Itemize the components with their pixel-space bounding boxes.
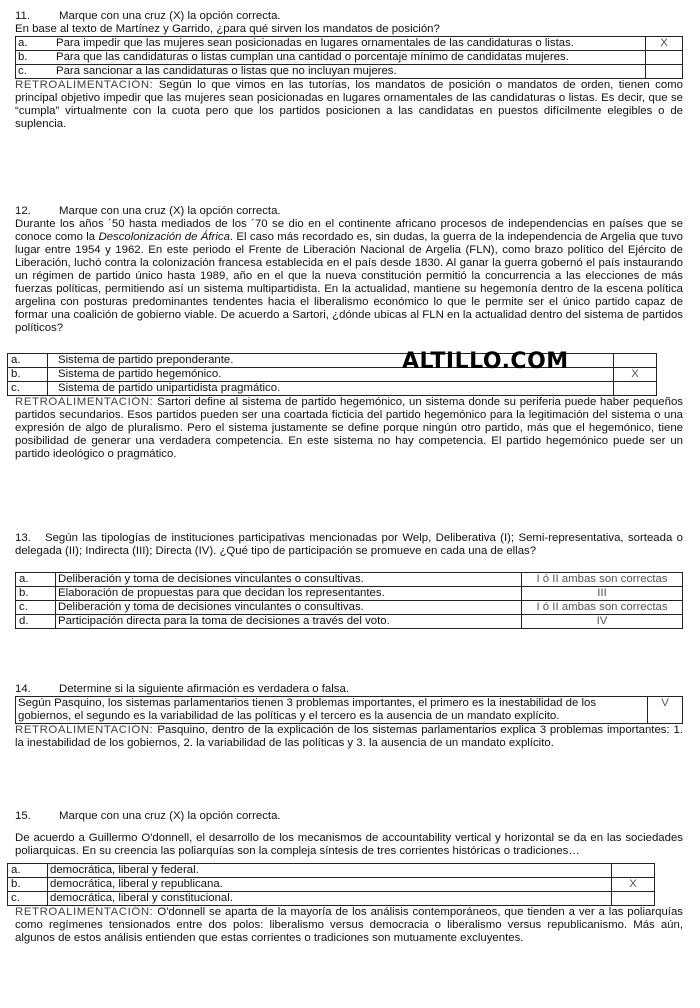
option-label: Sistema de partido unipartidista pragmático.: [48, 382, 614, 396]
option-letter: c.: [8, 892, 48, 906]
watermark-logo: ALTILLO.COM: [402, 349, 569, 374]
option-letter: c.: [16, 601, 56, 615]
option-letter: a.: [18, 37, 28, 49]
option-row-b: [16, 587, 683, 601]
question-number: 11.: [15, 10, 30, 22]
answer-mark[interactable]: X: [614, 368, 657, 382]
option-letter: b.: [18, 51, 28, 63]
prompt-italic: Descolonización de África: [98, 231, 230, 243]
question-11-feedback: [15, 79, 683, 131]
option-letter: a.: [8, 864, 48, 878]
answer-mark[interactable]: I ó II ambas son correctas: [522, 601, 683, 615]
option-row-c: [16, 601, 683, 615]
question-12: [11, 205, 684, 461]
question-15-feedback: [15, 906, 683, 945]
prompt-end: políticos?: [15, 322, 64, 334]
question-11-options: [15, 36, 683, 79]
option-letter: c.: [8, 382, 48, 396]
option-text: [16, 51, 646, 65]
statement-row: [16, 697, 683, 724]
option-label: Para sancionar a las candidaturas o listas que no incluyan mujeres.: [56, 65, 397, 77]
option-row-a: [16, 573, 683, 587]
option-label: Para impedir que las mujeres sean posicionadas en lugares ornamentales de las candidaturas o listas.: [56, 37, 574, 49]
question-number: 14.: [15, 683, 31, 695]
feedback-label: RETROALIMENTACIÓN:: [15, 396, 154, 408]
prompt-part: Durante los años ´50 hasta mediados de los ´70 se dio en el continente africano procesos de independencias en países que se conoce como la: [15, 218, 683, 243]
question-14: [15, 683, 683, 750]
option-letter: c.: [18, 65, 27, 77]
question-number: 13.: [15, 532, 31, 544]
option-row-a: [16, 37, 683, 51]
question-instruction: Marque con una cruz (X) la opción correcta.: [59, 10, 281, 22]
question-14-statement-box: [15, 696, 683, 724]
answer-mark[interactable]: [646, 65, 683, 79]
answer-mark[interactable]: [612, 892, 655, 906]
feedback-text: Según lo que vimos en las tutorías, los mandatos de posición o mandatos de orden, tienen como principal objetivo impedir que las mujeres sean posicionadas en lugares ornamentales de las candidaturas o listas. Es decir, que se “cumpla” virtualmente con la cuota pero que los partidos posicionen a las candidatas en puestos difícilmente elegibles o de suplencia.: [15, 79, 683, 130]
option-label: Sistema de partido preponderante.: [48, 354, 614, 368]
question-12-feedback: [15, 396, 683, 461]
question-11: [15, 10, 683, 131]
feedback-label: RETROALIMENTACIÓN:: [15, 724, 154, 736]
option-label: Participación directa para la toma de decisiones a través del voto.: [56, 615, 522, 629]
option-letter: d.: [16, 615, 56, 629]
question-instruction: Determine si la siguiente afirmación es verdadera o falsa.: [59, 683, 349, 695]
option-letter: b.: [8, 878, 48, 892]
question-instruction: Marque con una cruz (X) la opción correcta.: [59, 205, 281, 217]
option-row-b: [16, 51, 683, 65]
feedback-text: Pasquino, dentro de la explicación de los sistemas parlamentarios explica 3 problemas importantes: 1. la inestabilidad de los gobiernos, 2. la variabilidad de las políticas y 3. la ausencia de un mandato explícito.: [15, 724, 684, 749]
option-label: democrática, liberal y constitucional.: [48, 892, 612, 906]
question-13-options: [15, 572, 683, 629]
question-number: 15.: [15, 810, 31, 822]
option-label: Sistema de partido hegemónico.: [48, 368, 614, 382]
answer-mark[interactable]: X: [612, 878, 655, 892]
question-15-options: [7, 863, 655, 906]
option-row-c: [8, 382, 657, 396]
option-label: democrática, liberal y republicana.: [48, 878, 612, 892]
question-12-prompt: [15, 218, 683, 335]
question-11-header: [15, 10, 683, 23]
question-15: [11, 810, 683, 945]
question-14-header: [15, 683, 683, 696]
question-15-prompt: De acuerdo a Guillermo O'donnell, el desarrollo de los mecanismos de accountability vertical y horizontal se da en las sociedades poliarquicas. En su creencia las poliarquías son la compleja síntesis de tres corrientes históricas o tradiciones…: [15, 832, 683, 857]
answer-mark[interactable]: [646, 51, 683, 65]
answer-mark[interactable]: [614, 382, 657, 396]
question-12-header: [15, 205, 683, 218]
feedback-label: RETROALIMENTACIÓN:: [15, 906, 154, 918]
option-label: Deliberación y toma de decisiones vinculantes o consultivas.: [56, 601, 522, 615]
option-text: [16, 65, 646, 79]
question-14-feedback: [15, 724, 683, 750]
option-text: [16, 37, 646, 51]
option-row-a: [8, 864, 655, 878]
question-13-prompt: [15, 532, 683, 558]
question-13: [15, 532, 683, 629]
question-15-header: [15, 810, 683, 823]
option-row-b: [8, 878, 655, 892]
option-row-d: [16, 615, 683, 629]
prompt-text: Según las tipologías de instituciones participativas mencionadas por Welp, Deliberativa (I); Semi-representativa, sorteada o delegada (II); Indirecta (III); Directa (IV). ¿Qué tipo de participación se promueve en cada una de ellas?: [15, 532, 683, 557]
option-letter: b.: [8, 368, 48, 382]
answer-mark[interactable]: V: [648, 697, 683, 724]
question-instruction: Marque con una cruz (X) la opción correcta.: [59, 810, 281, 822]
answer-mark[interactable]: [612, 864, 655, 878]
question-11-prompt: En base al texto de Martínez y Garrido, ¿para qué sirven los mandatos de posición?: [15, 23, 440, 35]
answer-mark[interactable]: X: [646, 37, 683, 51]
option-letter: b.: [16, 587, 56, 601]
feedback-text: Sartori define al sistema de partido hegemónico, un sistema donde su periferia puede haber pequeños partidos secundarios. Esos partidos pueden ser una coartada ficticia del partido hegemónico para la legitimación del sistema o una expresión de algo de pluralismo. Pero el sistema justamente se define porque ningún otro partido, más que el hegemónico, tiene posibilidad de generar una verdadera competencia. En este sistema no hay competencia. El partido hegemónico puede ser un partido ideológico o pragmático.: [15, 396, 684, 460]
question-number: 12.: [15, 205, 31, 217]
option-label: Deliberación y toma de decisiones vinculantes o consultivas.: [56, 573, 522, 587]
option-label: Elaboración de propuestas para que decidan los representantes.: [56, 587, 522, 601]
option-label: Para que las candidaturas o listas cumplan una cantidad o porcentaje mínimo de candidatas mujeres.: [56, 51, 569, 63]
answer-mark[interactable]: III: [522, 587, 683, 601]
option-label: democrática, liberal y federal.: [48, 864, 612, 878]
statement-text: Según Pasquino, los sistemas parlamentarios tienen 3 problemas importantes, el primero es la inestabilidad de los gobiernos, el segundo es la variabilidad de las políticas y el tercero es la ausencia de un mandato explícito.: [16, 697, 648, 724]
option-letter: a.: [8, 354, 48, 368]
feedback-label: RETROALIMENTACIÓN:: [15, 79, 154, 91]
option-row-c: [8, 892, 655, 906]
answer-mark[interactable]: I ó II ambas son correctas: [522, 573, 683, 587]
option-letter: a.: [16, 573, 56, 587]
feedback-text: O'donnell se aparta de la mayoría de los análisis contemporáneos, que tienden a ver a las poliarquías como regímenes tensionados entre dos polos: liberalismo versus democracia o liberalismo versus republicanismo. Más aún, algunos de estos análisis entienden que estas corrientes o tradiciones son mutuamente excluyentes.: [15, 906, 683, 944]
answer-mark[interactable]: [614, 354, 657, 368]
prompt-part: . El caso más recordado es, sin dudas, la guerra de la independencia de Argelia que tuvo lugar entre 1954 y 1962. En este periodo el Frente de Liberación Nacional de Argelia (FLN), como brazo político del Ejército de Liberación, luchó contra la colonización francesa establecida en el país desde 1830. Al ganar la guerra gobernó el país instaurando un régimen de partido único hasta 1989, año en el que la nueva constitución permitió la concurrencia a las elecciones de más fuerzas políticas, permitiendo así un sistema multipartidista. En la actualidad, mantiene su hegemonía dentro de la escena política argelina con posturas predominantes tendentes hacia el liberalismo económico lo que le permite ser el único partido capaz de formar una coalición de gobierno viable. De acuerdo a Sartori, ¿dónde ubicas al FLN en la actualidad dentro del sistema de partidos: [15, 231, 683, 321]
answer-mark[interactable]: IV: [522, 615, 683, 629]
option-row-c: [16, 65, 683, 79]
